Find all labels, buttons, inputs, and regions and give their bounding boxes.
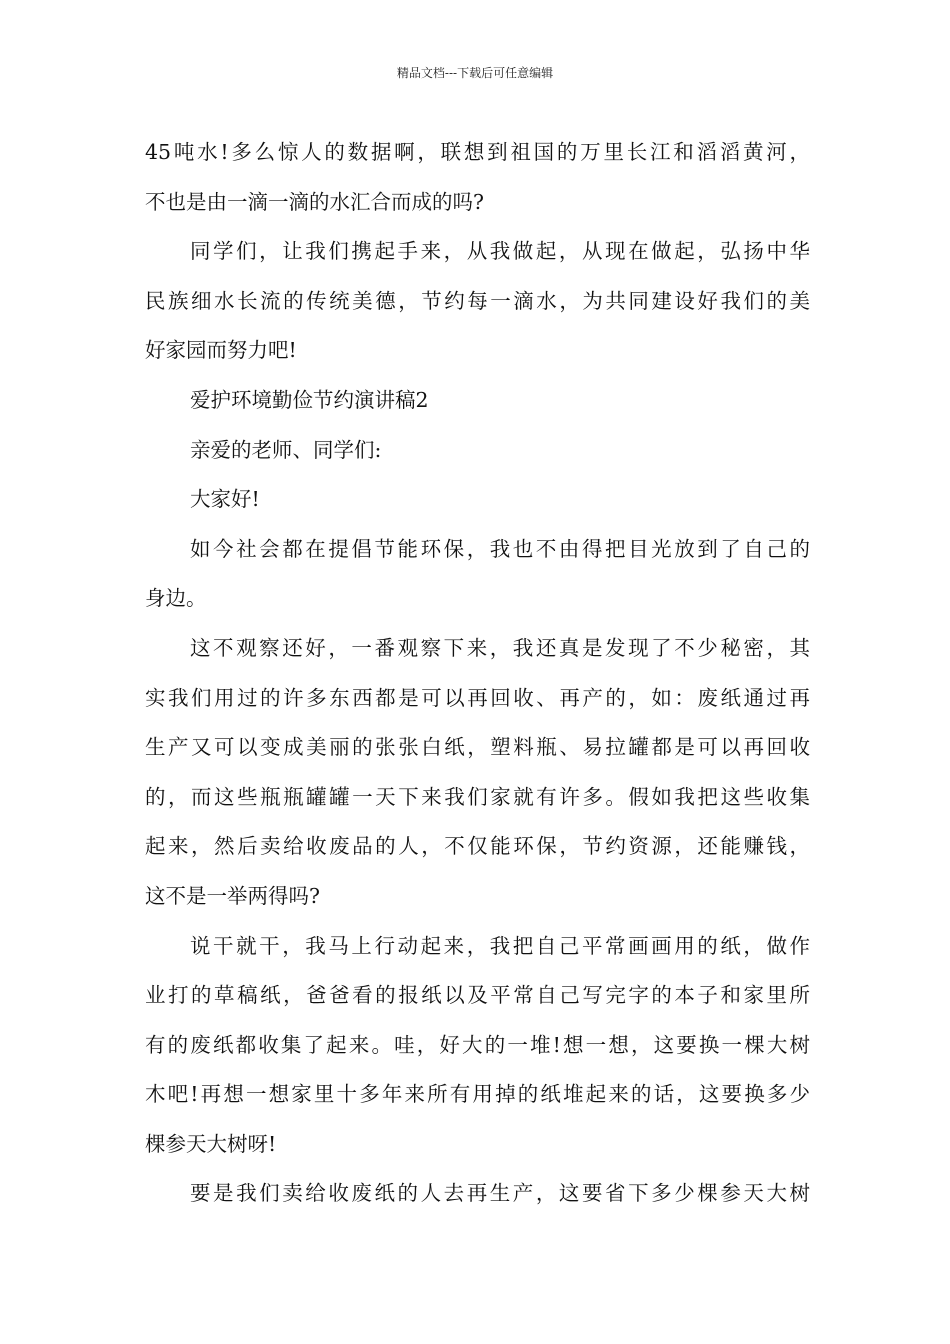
text-line: 的，而这些瓶瓶罐罐一天下来我们家就有许多。假如我把这些收集 bbox=[145, 784, 810, 809]
text-line: 45吨水!多么惊人的数据啊，联想到祖国的万里长江和滔滔黄河， bbox=[145, 140, 810, 164]
text-line: 民族细水长流的传统美德，节约每一滴水，为共同建设好我们的美 bbox=[145, 288, 810, 313]
text-line: 亲爱的老师、同学们: bbox=[190, 437, 382, 462]
page-header: 精品文档---下载后可任意编辑 bbox=[396, 66, 554, 80]
text-line: 好家园而努力吧! bbox=[145, 338, 297, 363]
text-line: 这不观察还好，一番观察下来，我还真是发现了不少秘密，其 bbox=[190, 635, 810, 660]
text-line: 大家好! bbox=[190, 487, 260, 512]
text-line: 如今社会都在提倡节能环保，我也不由得把目光放到了自己的 bbox=[190, 536, 810, 561]
body-text bbox=[145, 128, 810, 1219]
text-line: 业打的草稿纸，爸爸看的报纸以及平常自己写完字的本子和家里所 bbox=[145, 983, 810, 1008]
text-line: 说干就干，我马上行动起来，我把自己平常画画用的纸，做作 bbox=[190, 933, 810, 958]
text-line: 要是我们卖给收废纸的人去再生产，这要省下多少棵参天大树 bbox=[190, 1181, 810, 1206]
text-line: 同学们，让我们携起手来，从我做起，从现在做起，弘扬中华 bbox=[190, 239, 810, 264]
text-line: 身边。 bbox=[145, 586, 207, 611]
text-line: 木吧!再想一想家里十多年来所有用掉的纸堆起来的话，这要换多少 bbox=[145, 1082, 810, 1107]
text-line: 生产又可以变成美丽的张张白纸，塑料瓶、易拉罐都是可以再回收 bbox=[145, 735, 810, 760]
text-line: 不也是由一滴一滴的水汇合而成的吗? bbox=[145, 189, 484, 214]
text-line: 这不是一举两得吗? bbox=[145, 883, 320, 908]
text-line: 有的废纸都收集了起来。哇，好大的一堆!想一想，这要换一棵大树 bbox=[145, 1032, 810, 1057]
text-line: 起来，然后卖给收废品的人，不仅能环保，节约资源，还能赚钱， bbox=[145, 834, 810, 859]
text-line: 棵参天大树呀! bbox=[145, 1131, 277, 1156]
text-line: 爱护环境勤俭节约演讲稿2 bbox=[190, 387, 429, 412]
text-line: 实我们用过的许多东西都是可以再回收、再产的，如：废纸通过再 bbox=[145, 685, 810, 710]
